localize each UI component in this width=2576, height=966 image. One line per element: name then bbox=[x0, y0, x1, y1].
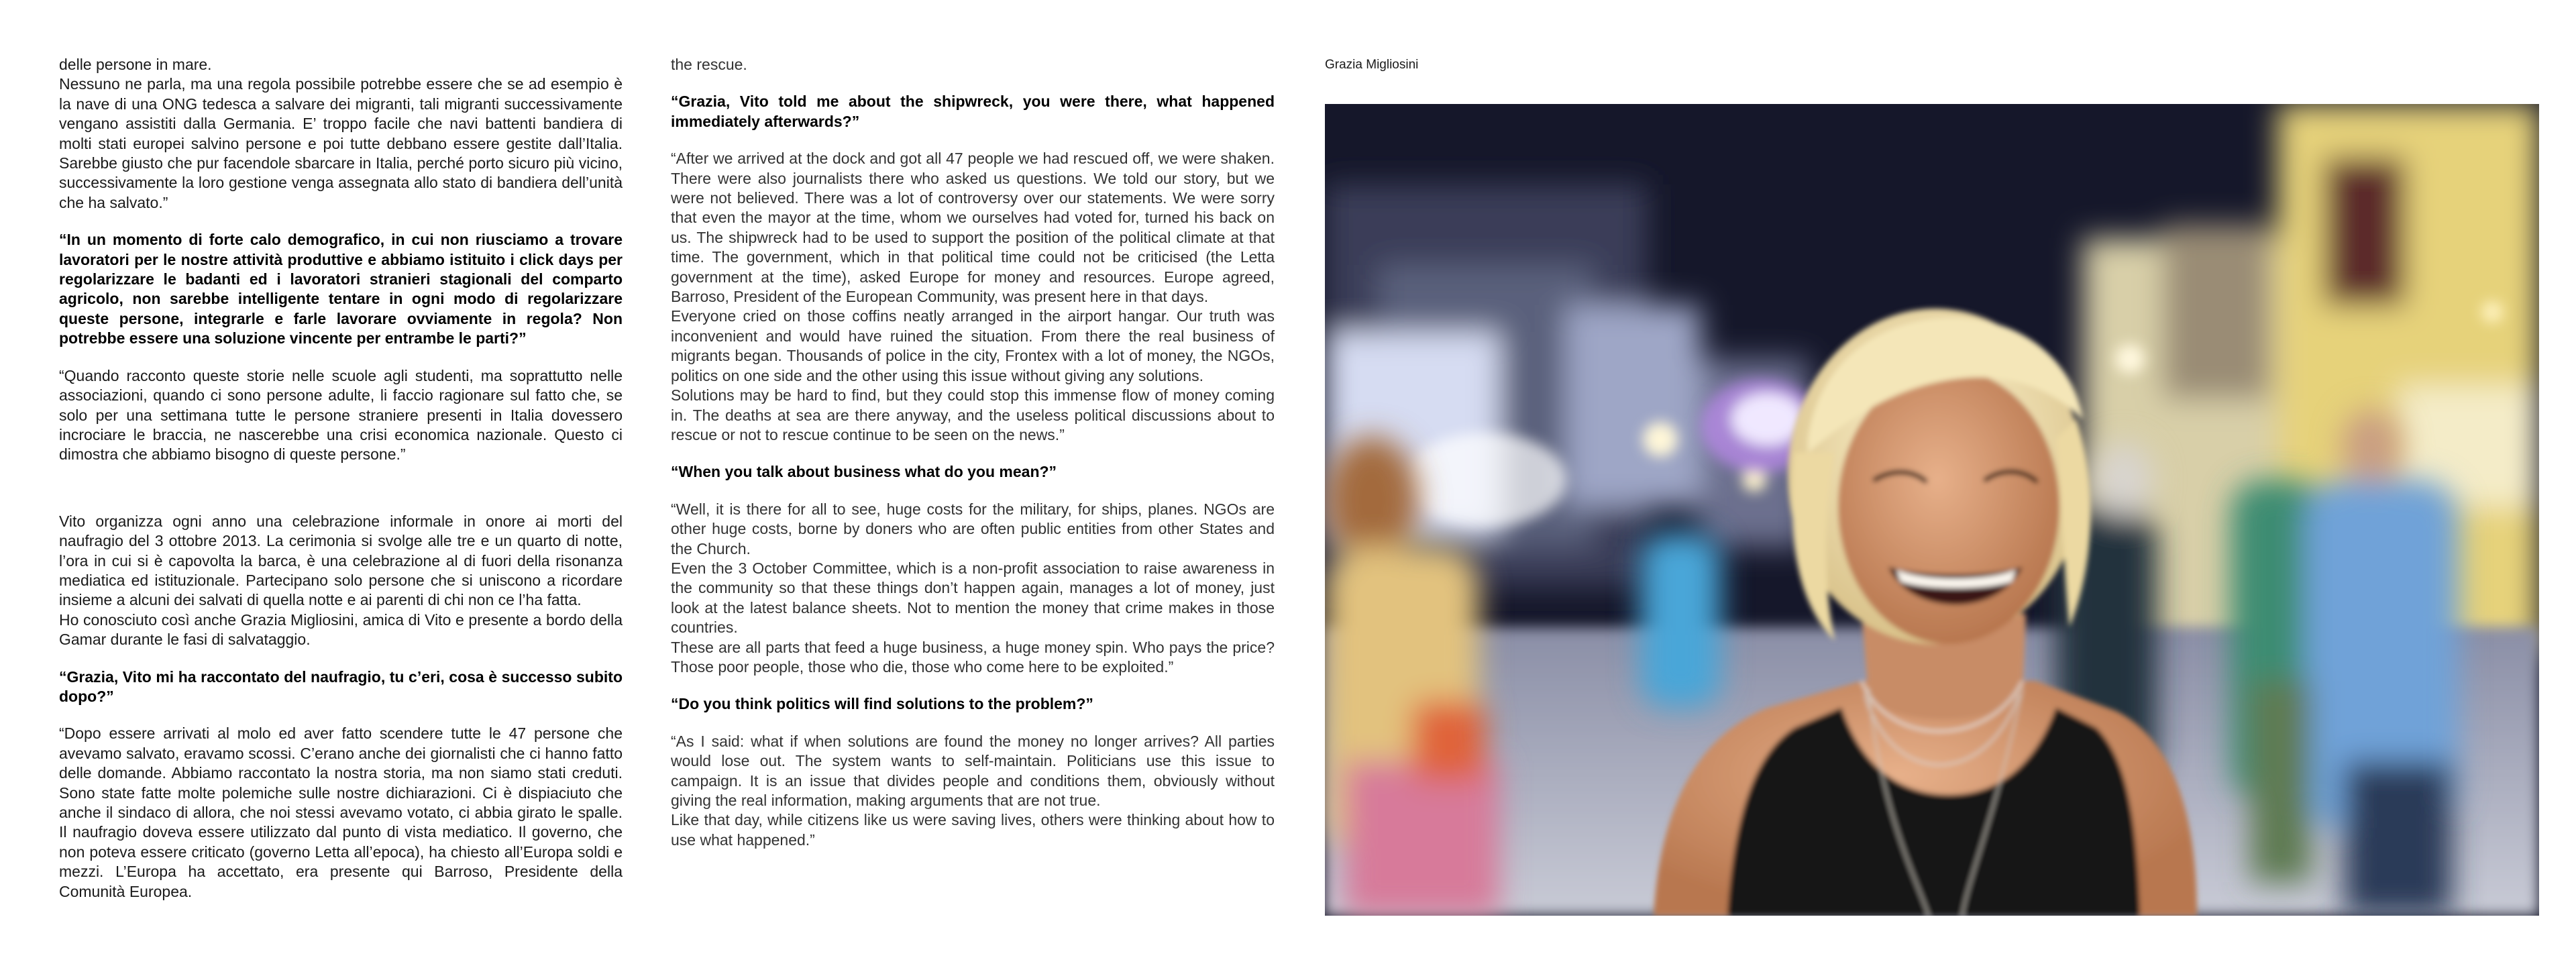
mid-question-1: “Grazia, Vito told me about the shipwreck, you were there, what happened immediately afterwards?” bbox=[671, 93, 1275, 130]
left-paragraph-3: Vito organizza ogni anno una celebrazione informale in onore ai morti del naufragio del 3 ottobre 2013. La cerimonia si svolge alle tre e un quarto di notte, l’ora in cui si è capovolta la barca, è una celebrazione al di fuori della risonanza mediatica ed istituzionale. Partecipano solo persone che si uniscono a ricordare insieme a alcuni dei salvati di quella notte e ai parenti di chi non ce l’ha fatta. Ho conosciuto così anche Grazia Migliosini, amica di Vito e presente a bordo della Gamar durante le fasi di salvataggio. bbox=[59, 512, 623, 649]
left-question-2: “Grazia, Vito mi ha raccontato del naufragio, tu c’eri, cosa è successo subito dopo?” bbox=[59, 667, 623, 705]
mid-paragraph-2: “After we arrived at the dock and got all 47 people we had rescued off, we were shaken. There were also journalists there who asked us questions. We told our story, but we were not believed. There was a lot of controversy over our statements. We were sorry that even the mayor at the time, whom we ourselves had voted for, turned his back on us. The shipwreck had to be used to support the position of the political climate at that time. The government, which in that political time could not be criticised (the Letta government at the time), asked Europe for money and resources. Europe agreed, Barroso, President of the European Community, was present here in that days. Everyone cried on those coffins neatly arranged in the airport hangar. Our truth was inconvenient and would have ruined the situation. From there the real business of migrants began. Thousands of police in the city, Frontex with a lot of money, the NGOs, politics on one side and the other using this issue without giving any solutions. Solutions may be hard to find, but they could stop this immense flow of money coming in. The deaths at sea are there anyway, and the useless political discussions about to rescue or not to rescue continue to be seen on the news.” bbox=[671, 150, 1275, 443]
mid-paragraph-4: “As I said: what if when solutions are found the money no longer arrives? All parties would lose out. The system wants to self-maintain. Politicians use this issue to campaign. It is an issue that divides people and conditions them, obviously without giving the real information, making arguments that are not true. Like that day, while citizens like us were saving lives, others were thinking about how to use what happened.” bbox=[671, 732, 1275, 849]
mid-paragraph-3: “Well, it is there for all to see, huge costs for the military, for ships, planes. NGOs are other huge costs, borne by doners who are often public entities from other States and the Church. Even the 3 October Committee, which is a non-profit association to raise awareness in the community so that these things don’t happen again, manages a lot of money, just look at the latest balance sheets. Not to mention the money that crime makes in those countries. These are all parts that feed a huge business, a huge money spin. Who pays the price? Those poor people, those who die, those who come here to be exploited.” bbox=[671, 500, 1275, 676]
left-paragraph-4: “Dopo essere arrivati al molo ed aver fatto scendere tutte le 47 persone che avevamo salvato, eravamo scossi. C’erano anche dei giornalisti che ci hanno fatto delle domande. Abbiamo raccontato la nostra storia, ma non siamo stati creduti. Sono state fatte molte polemiche sulle nostre dichiarazioni. Ci è dispiaciuto che anche il sindaco di allora, che noi stessi avevamo votato, ci abbia girato le spalle. Il naufragio doveva essere utilizzato dal punto di vista mediatico. Il governo, che non poteva essere criticato (governo Letta all’epoca), ha chiesto all’Europa soldi e mezzi. L’Europa ha accettato, era presente qui Barroso, Presidente della Comunità Europea. bbox=[59, 724, 623, 900]
portrait-photo bbox=[1325, 104, 2539, 916]
left-paragraph-1: delle persone in mare. Nessuno ne parla, ma una regola possibile potrebbe essere che se ad esempio è la nave di una ONG tedesca a salvare dei migranti, tali migranti successivamente vengano assistiti dalla Germania. E’ troppo facile che navi battenti bandiera di molti stati europei salvino persone e poi tutte debbano essere gestite dall’Italia. Sarebbe giusto che pur facendole sbarcare in Italia, perché porto sicuro più vicino, successivamente la loro gestione venga assegnata allo stato di bandiera dell’unità che ha salvato.” bbox=[59, 56, 623, 211]
portrait-photo-illustration bbox=[1325, 104, 2539, 916]
middle-text-column bbox=[671, 55, 1275, 850]
left-question-1: “In un momento di forte calo demografico, in cui non riusciamo a trovare lavoratori per le nostre attività produttive e abbiamo istituito i click days per regolarizzare le badanti ed i lavoratori stranieri stagionali del comparto agricolo, non sarebbe intelligente tentare in ogni modo di regolarizzare queste persone, integrarle e farle lavorare ovviamente in regola? Non potrebbe essere una soluzione vincente per entrambe le parti?” bbox=[59, 231, 623, 347]
left-paragraph-2: “Quando racconto queste storie nelle scuole agli studenti, ma soprattutto nelle associazioni, quando ci sono persone adulte, li faccio ragionare sul fatto che, se solo per una settimana tutte le persone straniere presenti in Italia dovessero incrociare le braccia, ne nascerebbe una crisi economica nazionale. Questo ci dimostra che abbiamo bisogno di queste persone.” bbox=[59, 366, 623, 464]
mid-paragraph-1: the rescue. bbox=[671, 56, 747, 73]
mid-question-2: “When you talk about business what do you mean?” bbox=[671, 463, 1057, 481]
photo-caption: Grazia Migliosini bbox=[1325, 58, 1419, 72]
left-text-column bbox=[59, 55, 623, 902]
mid-question-3: “Do you think politics will find solutions to the problem?” bbox=[671, 695, 1093, 713]
